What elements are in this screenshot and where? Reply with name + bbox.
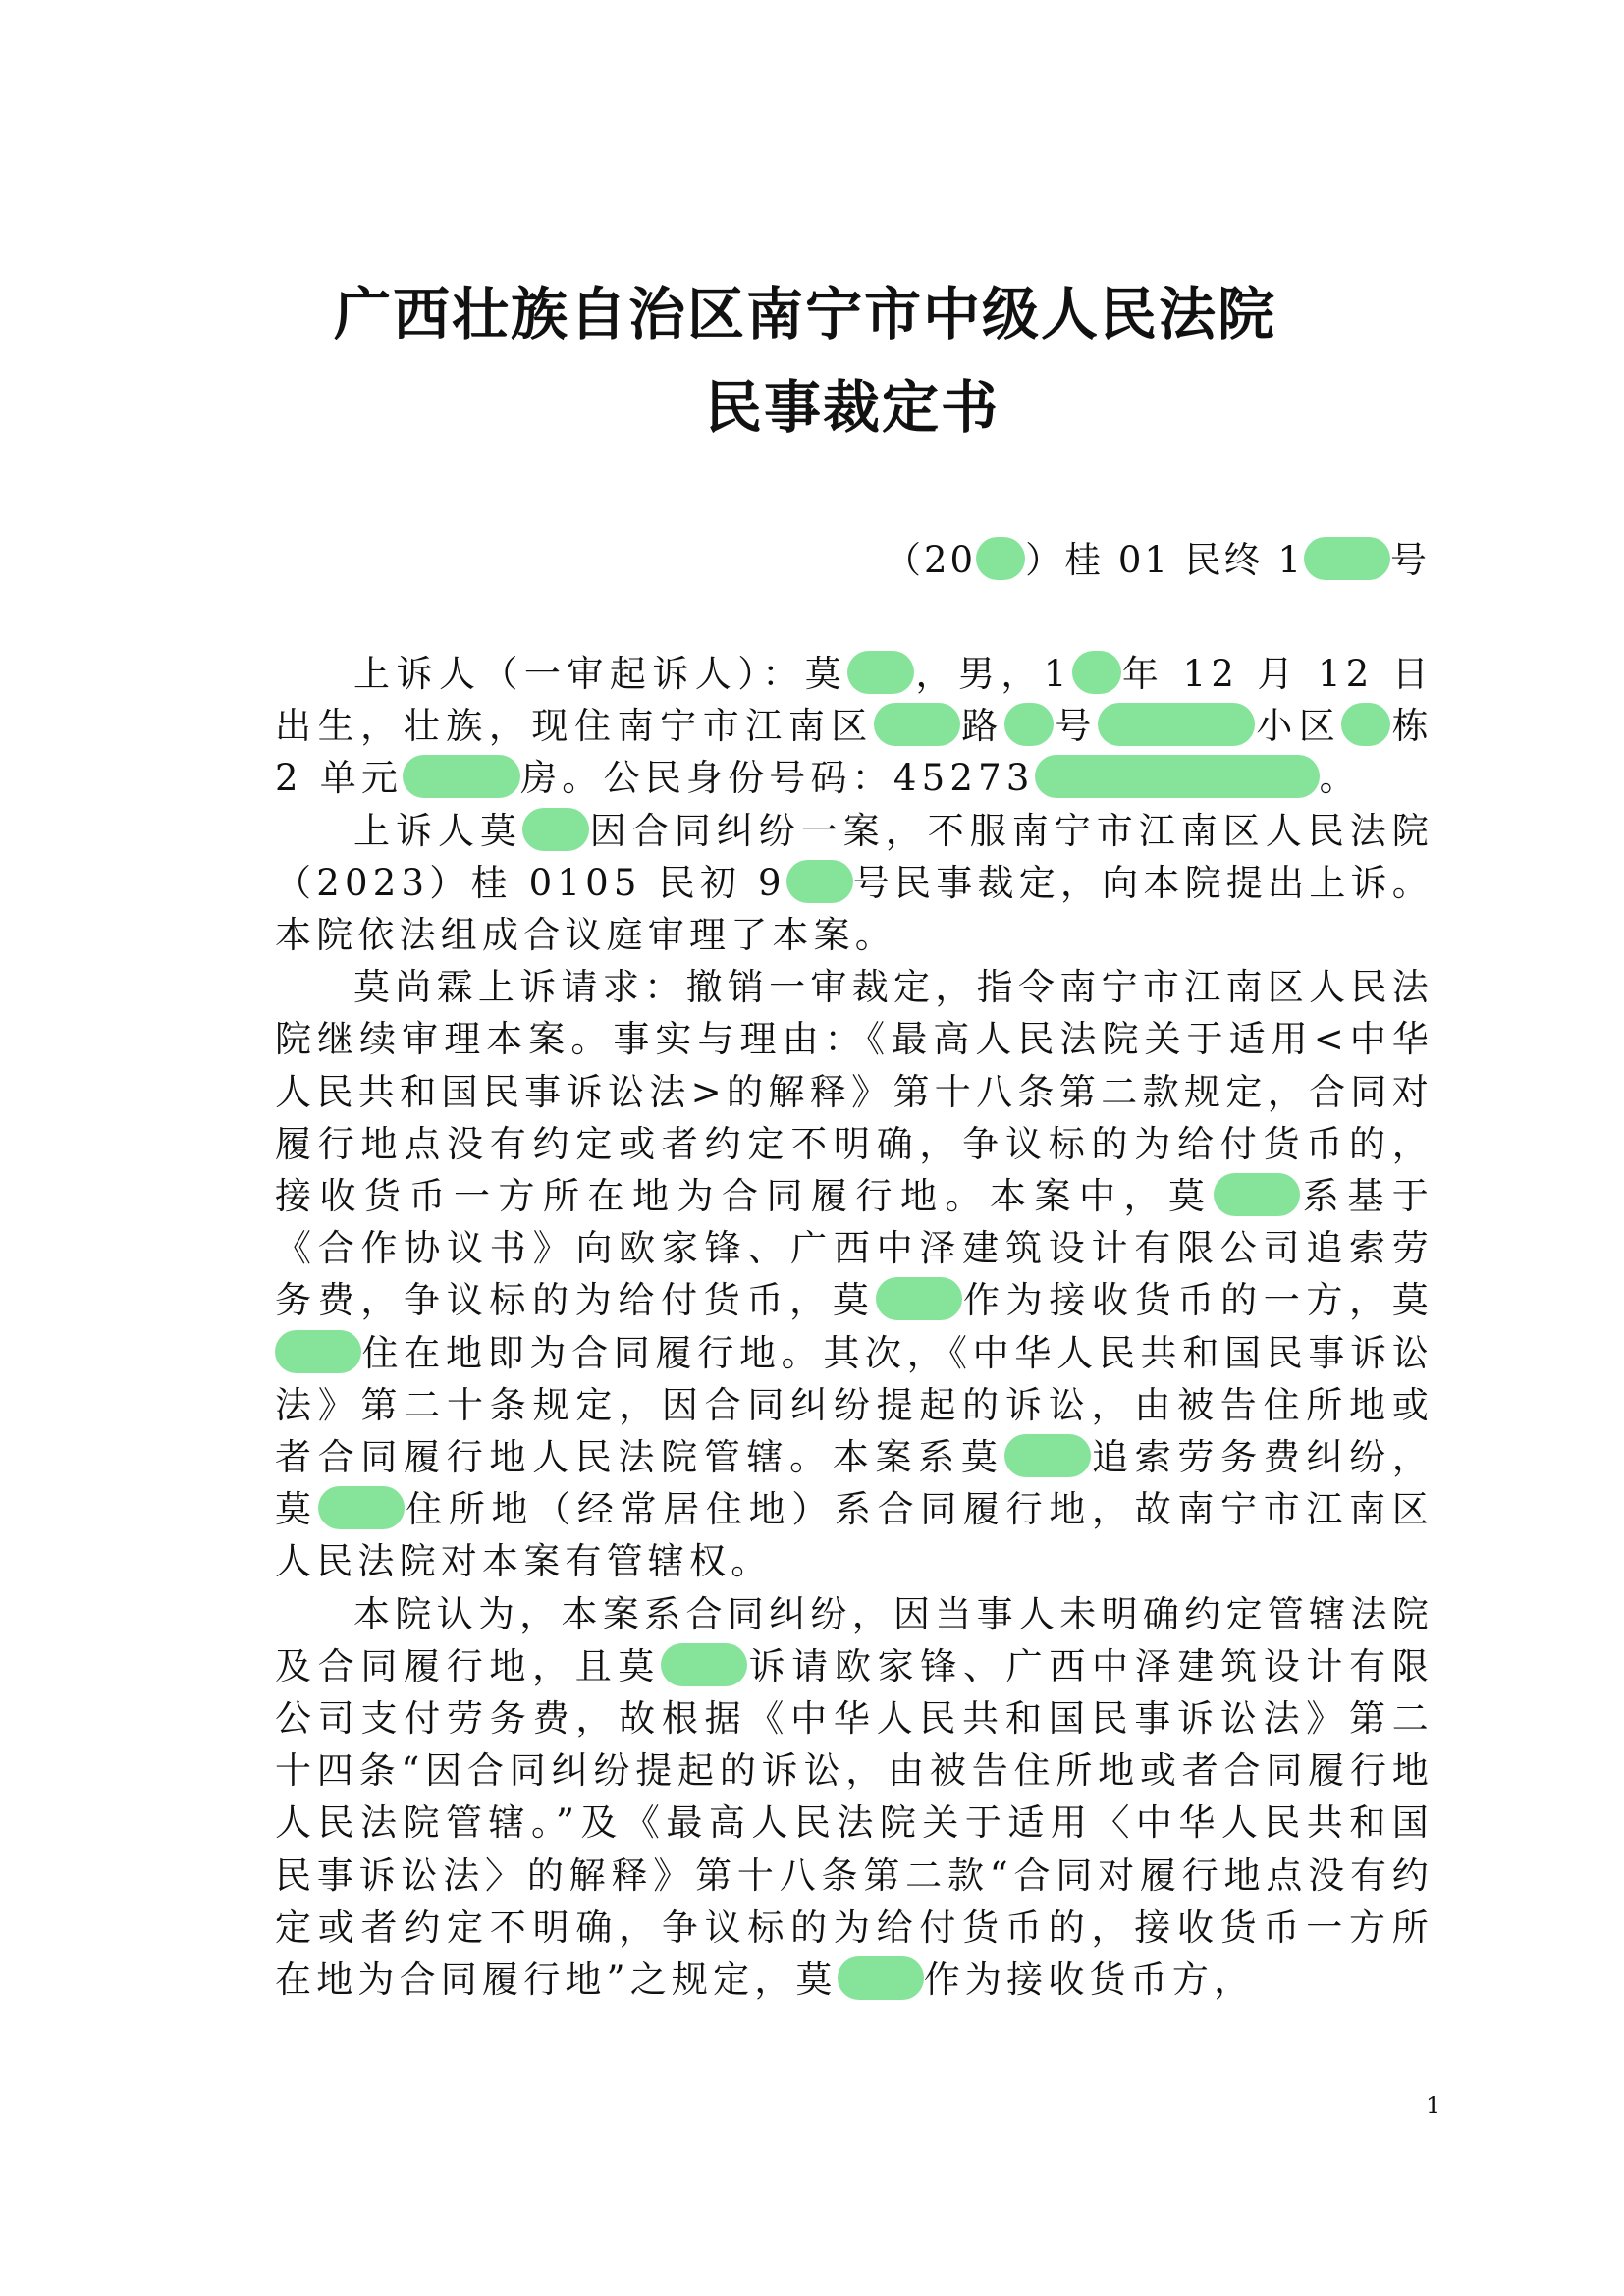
redaction-mark — [1035, 755, 1320, 798]
redaction-mark — [1304, 537, 1390, 580]
redaction-mark — [876, 1277, 962, 1320]
court-opinion-paragraph — [275, 1588, 1434, 2006]
redaction-mark — [318, 1486, 405, 1529]
redaction-mark — [1098, 703, 1255, 746]
court-name-title: 广西壮族自治区南宁市中级人民法院 — [334, 281, 1277, 347]
text-segment: 栋 2 单元 — [275, 705, 1434, 800]
text-segment: ，男，1 — [914, 653, 1072, 695]
text-segment: 住所地（经常居住地）系合同履行地，故南宁市江南区人民法院对本案有管辖权。 — [275, 1488, 1434, 1583]
text-segment: 。 — [1319, 757, 1361, 800]
text-segment: 房。公民身份号码：45273 — [520, 757, 1035, 800]
redaction-mark — [1004, 1434, 1091, 1477]
redaction-mark — [1214, 1173, 1300, 1216]
text-segment: 因合同纠纷一案，不服南宁市江南区人民法院（2023）桂 0105 民初 9 — [275, 809, 1434, 904]
redaction-mark — [275, 1330, 361, 1373]
text-segment: 莫尚霖上诉请求：撤销一审裁定，指令南宁市江南区人民法院继续审理本案。事实与理由：《最高人民法院关于适用<中华人民共和国民事诉讼法>的解释》第十八条第二款规定，合同对履行地点没有约定或者约定不明确，争议标的为给付货币的，接收货币一方所在地为合同履行地。本案中，莫 — [275, 966, 1434, 1218]
appeal-background-paragraph — [275, 805, 1434, 962]
text-segment: 上诉人莫 — [353, 809, 522, 852]
appellant-info-paragraph — [275, 648, 1434, 805]
redaction-mark — [1341, 703, 1390, 746]
document-body — [275, 648, 1434, 2005]
redaction-mark — [976, 537, 1025, 580]
redaction-mark — [403, 755, 520, 798]
text-segment: 作为接收货币的一方，莫 — [961, 1279, 1434, 1322]
text-segment: 追索劳务费纠纷，莫 — [275, 1436, 1434, 1531]
text-segment: 作为接收货币方， — [923, 1958, 1256, 2002]
text-segment: 号 — [1053, 705, 1098, 748]
appeal-request-paragraph — [275, 961, 1434, 1587]
text-segment: 年 12 月 12 日出生，壮族，现住南宁市江南区 — [275, 653, 1434, 748]
case-number-suffix: 号 — [1390, 539, 1430, 581]
text-segment: 本院认为，本案系合同纠纷，因当事人未明确约定管辖法院及合同履行地，且莫 — [275, 1592, 1434, 1687]
case-number-prefix: （20 — [885, 539, 977, 581]
document-type-title: 民事裁定书 — [705, 374, 1001, 441]
text-segment: 上诉人（一审起诉人）：莫 — [353, 653, 848, 695]
redaction-mark — [661, 1643, 747, 1686]
redaction-mark — [786, 860, 853, 903]
redaction-mark — [838, 1956, 924, 2000]
redaction-mark — [1072, 651, 1121, 694]
text-segment: 号民事裁定，向本院提出上诉。本院依法组成合议庭审理了本案。 — [275, 861, 1434, 957]
text-segment: 住在地即为合同履行地。其次，《中华人民共和国民事诉讼法》第二十条规定，因合同纠纷提起的诉讼，由被告住所地或者合同履行地人民法院管辖。本案系莫 — [275, 1331, 1434, 1479]
redaction-mark — [1004, 703, 1054, 746]
text-segment: 系基于《合作协议书》向欧家锋、广西中泽建筑设计有限公司追索劳务费，争议标的为给付货币，莫 — [275, 1175, 1434, 1322]
case-number — [885, 533, 1430, 588]
redaction-mark — [874, 703, 960, 746]
case-number-middle: ）桂 01 民终 1 — [1025, 539, 1304, 581]
text-segment: 小区 — [1254, 705, 1342, 748]
redaction-mark — [522, 808, 589, 851]
text-segment: 路 — [960, 705, 1004, 748]
redaction-mark — [847, 651, 914, 694]
text-segment: 诉请欧家锋、广西中泽建筑设计有限公司支付劳务费，故根据《中华人民共和国民事诉讼法》第二十四条“因合同纠纷提起的诉讼，由被告住所地或者合同履行地人民法院管辖。”及《最高人民法院关于适用〈中华人民共和国民事诉讼法〉的解释》第十八条第二款“合同对履行地点没有约定或者约定不明确，争议标的为给付货币的，接收货币一方所在地为合同履行地”之规定，莫 — [275, 1644, 1434, 2002]
page-number: 1 — [1426, 2092, 1441, 2119]
